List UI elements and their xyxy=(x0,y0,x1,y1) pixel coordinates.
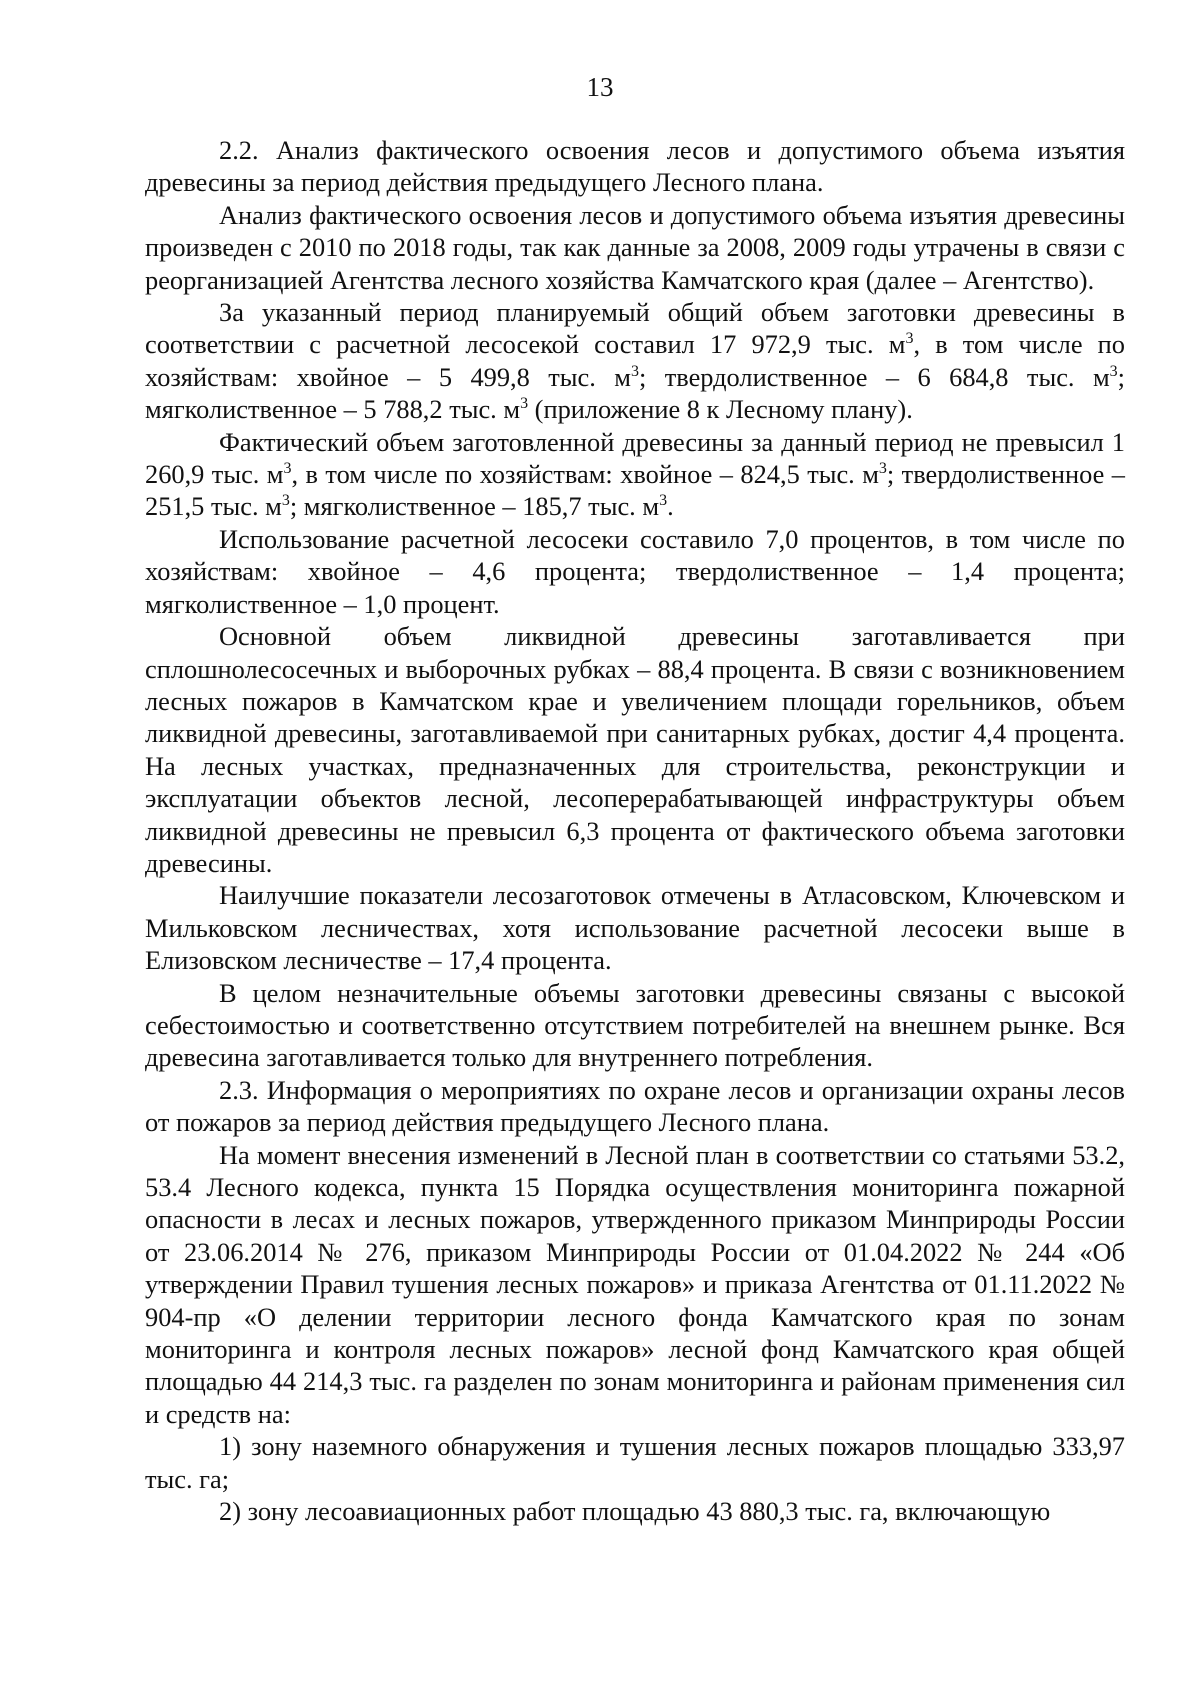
paragraph-text: ; твердолиственное – 6 684,8 тыс. м xyxy=(638,361,1110,392)
paragraph-text: 1) зону наземного обнаружения и тушения лесных пожаров площадью 333,97 тыс. га; xyxy=(145,1431,1125,1494)
paragraph-text: (приложение 8 к Лесному плану). xyxy=(528,394,913,425)
paragraph-internal-consumption xyxy=(145,977,1125,1074)
paragraph-text: , в том числе по хозяйствам: хвойное – 5 499,8 тыс. м xyxy=(145,329,1126,392)
document-body xyxy=(145,134,1125,1527)
superscript: 3 xyxy=(520,395,529,413)
paragraph-text: 2) зону лесоавиационных работ площадью 43 880,3 тыс. га, включающую xyxy=(219,1496,1051,1527)
paragraph-text: Наилучшие показатели лесозаготовок отмечены в Атласовском, Ключевском и Мильковском лесничествах, хотя использование расчетной лесосеки выше в Елизовском лесничестве – 17,4 процента. xyxy=(145,880,1125,976)
heading-section-2-3 xyxy=(145,1074,1125,1139)
paragraph-text: 2.3. Информация о мероприятиях по охране лесов и организации охраны лесов от пожаров за период действия предыдущего Лесного плана. xyxy=(145,1074,1125,1138)
paragraph-text: . xyxy=(667,491,674,522)
superscript: 3 xyxy=(283,460,292,478)
superscript: 3 xyxy=(630,362,639,380)
paragraph-usage-percent xyxy=(145,523,1125,620)
list-item-ground-zone xyxy=(145,1430,1125,1495)
paragraph-text: Использование расчетной лесосеки составило 7,0 процентов, в том числе по хозяйствам: хвойное – 4,6 процента; твердолиственное – 1,4 процента; мягколиственное – 1,0 процент. xyxy=(145,523,1125,619)
paragraph-analysis-period xyxy=(145,199,1125,296)
paragraph-text: ; твердолиственное – 251,5 тыс. м xyxy=(145,459,1125,522)
paragraph-text: На момент внесения изменений в Лесной план в соответствии со статьями 53.2, 53.4 Лесного кодекса, пункта 15 Порядка осуществления мониторинга пожарной опасности в лесах и лесных пожаров, утвержденного приказом Минприроды России от 23.06.2014 № 276, приказом Минприроды России от 01.04.2022 № 244 «Об утверждении Правил тушения лесных пожаров» и приказа Агентства от 01.11.2022 № 904-пр «О делении территории лесного фонда Камчатского края по зонам мониторинга и контроля лесных пожаров» лесной фонд Камчатского края общей площадью 44 214,3 тыс. га разделен по зонам мониторинга и районам применения сил и средств на: xyxy=(145,1139,1125,1429)
paragraph-best-indicators xyxy=(145,879,1125,976)
paragraph-actual-volume xyxy=(145,426,1125,523)
paragraph-text: ; мягколиственное – 185,7 тыс. м xyxy=(289,491,660,522)
paragraph-text: , в том числе по хозяйствам: хвойное – 824,5 тыс. м xyxy=(291,459,879,490)
superscript: 3 xyxy=(1109,362,1118,380)
superscript: 3 xyxy=(878,460,887,478)
page-number: 13 xyxy=(586,72,614,102)
paragraph-text: Фактический объем заготовленной древесины за данный период не превысил 1 260,9 тыс. м xyxy=(145,426,1125,490)
paragraph-liquid-wood xyxy=(145,620,1125,879)
paragraph-text: В целом незначительные объемы заготовки древесины связаны с высокой себестоимостью и соответственно отсутствием потребителей на внешнем рынке. Вся древесина заготавливается только для внутреннего потребления. xyxy=(145,977,1125,1073)
heading-section-2-2 xyxy=(145,134,1125,199)
paragraph-text: ; мягколиственное – 5 788,2 тыс. м xyxy=(145,361,1125,425)
superscript: 3 xyxy=(281,492,290,510)
superscript: 3 xyxy=(905,330,914,348)
paragraph-monitoring-zones xyxy=(145,1139,1125,1431)
superscript: 3 xyxy=(659,492,668,510)
paragraph-text: За указанный период планируемый общий объем заготовки древесины в соответствии с расчетной лесосекой составил 17 972,9 тыс. м xyxy=(145,297,1125,360)
paragraph-text: Анализ фактического освоения лесов и допустимого объема изъятия древесины произведен с 2010 по 2018 годы, так как данные за 2008, 2009 годы утрачены в связи с реорганизацией Агентства лесного хозяйства Камчатского края (далее – Агентство). xyxy=(145,199,1125,295)
paragraph-text: Основной объем ликвидной древесины заготавливается при сплошнолесосечных и выборочных рубках – 88,4 процента. В связи с возникновением лесных пожаров в Камчатском крае и увеличением площади горельников, объем ликвидной древесины, заготавливаемой при санитарных рубках, достиг 4,4 процента. На лесных участках, предназначенных для строительства, реконструкции и эксплуатации объектов лесной, лесоперерабатывающей инфраструктуры объем ликвидной древесины не превысил 6,3 процента от фактического объема заготовки древесины. xyxy=(145,621,1125,878)
list-item-aviation-zone xyxy=(145,1495,1125,1527)
paragraph-planned-volume xyxy=(145,296,1125,426)
paragraph-text: 2.2. Анализ фактического освоения лесов и допустимого объема изъятия древесины за период действия предыдущего Лесного плана. xyxy=(145,135,1125,198)
